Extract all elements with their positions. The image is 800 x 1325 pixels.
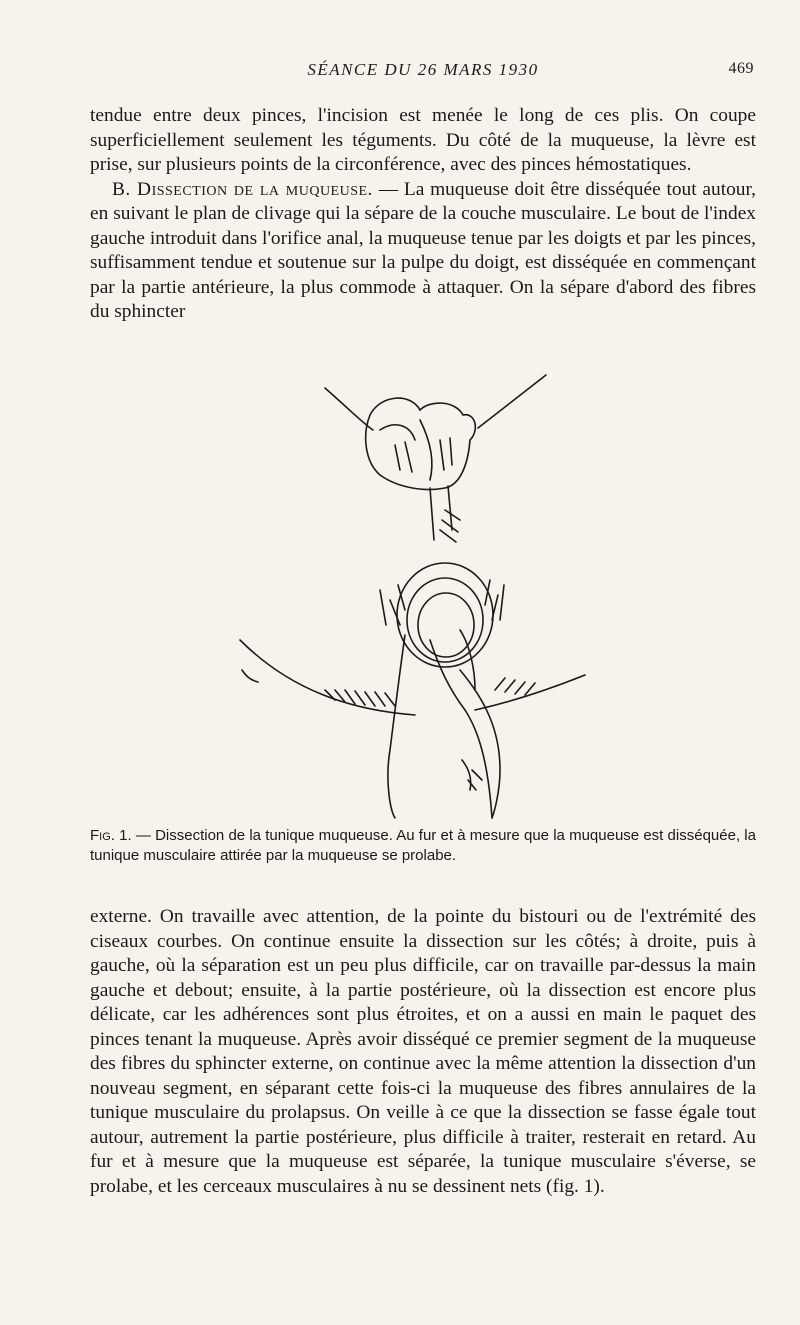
figure-caption: [90, 826, 756, 866]
running-title: SÉANCE DU 26 MARS 1930: [307, 60, 539, 79]
heading-dash: —: [372, 178, 404, 200]
paragraph-dissection-muqueuse: [90, 178, 756, 325]
forceps-string-left: [325, 388, 373, 430]
pinces-detail-1: [380, 425, 415, 440]
forceps-string-right: [478, 375, 546, 428]
finger-left-edge: [388, 635, 405, 818]
paragraph-continuation: externe. On travaille avec attention, de la pointe du bistouri ou de l'extrémité des ciseaux courbes. On continue ensuite la dissection sur les côtés; à droite, puis à gauche, où la séparation est un peu plus difficile, car on travaille par-dessus la main gauche et debout; ensuite, à la partie postérieure, où la dissection est encore plus délicate, car les adhérences sont plus étroites, et on a aussi en main le paquet des pinces tenant la muqueuse. Après avoir disséqué ce premier segment de la muqueuse des fibres du sphincter externe, on continue avec la même attention la dissection d'un nouveau segment, en séparant cette fois-ci la muqueuse des fibres annulaires de la tunique musculaire du prolapsus. On veille à ce que la dissection se fasse égale tout autour, autrement la partie postérieure, plus difficile à traiter, resterait en retard. Au fur et à mesure que la muqueuse est séparée, la tunique musculaire s'éverse, se prolabe, et les cerceaux musculaires à nu se dessinent nets (fig. 1).: [90, 906, 756, 1197]
body-text-top: [90, 104, 756, 325]
figure-1-illustration: [230, 370, 600, 820]
paragraph-incision: tendue entre deux pinces, l'incision est menée le long de ces plis. On coupe superficiellement seulement les téguments. Du côté de la muqueuse, la lèvre est prise, sur plusieurs points de la circonférence, avec des pinces hémostatiques.: [90, 105, 756, 175]
ring-hatch: [390, 580, 498, 625]
body-text-bottom: [90, 905, 756, 1199]
knuckle-1: [462, 760, 471, 790]
pinces-detail-2: [420, 420, 432, 480]
running-header: [88, 60, 758, 84]
caption-text: — Dissection de la tunique muqueuse. Au fur et à mesure que la muqueuse est disséquée, la tunique musculaire attirée par la muqueuse se prolabe.: [90, 827, 756, 864]
surgical-drawing: [230, 370, 600, 820]
small-mark: [242, 670, 258, 682]
pinces-bundle: [366, 398, 476, 489]
ring-inner: [418, 593, 474, 657]
caption-label: Fig. 1.: [90, 827, 132, 844]
section-heading: B. Dissection de la muqueuse.: [112, 178, 373, 200]
section-text: La muqueuse doit être disséquée tout autour, en suivant le plan de clivage qui la sépare de la couche musculaire. Le bout de l'index gauche introduit dans l'orifice anal, la muqueuse tenue par les doigts et par les pinces, suffisamment tendue et soutenue sur la pulpe du doigt, est disséquée en commençant par la partie antérieure, la plus commode à attaquer. On la sépare d'abord des fibres du sphincter: [90, 178, 757, 322]
hatch-left: [325, 690, 395, 706]
hatch-right: [495, 678, 535, 695]
buttock-curve-left: [240, 640, 415, 715]
buttock-curve-right: [475, 675, 585, 710]
page-number: 469: [728, 60, 754, 77]
finger-tip: [460, 630, 475, 690]
pinces-hatching: [395, 438, 452, 472]
